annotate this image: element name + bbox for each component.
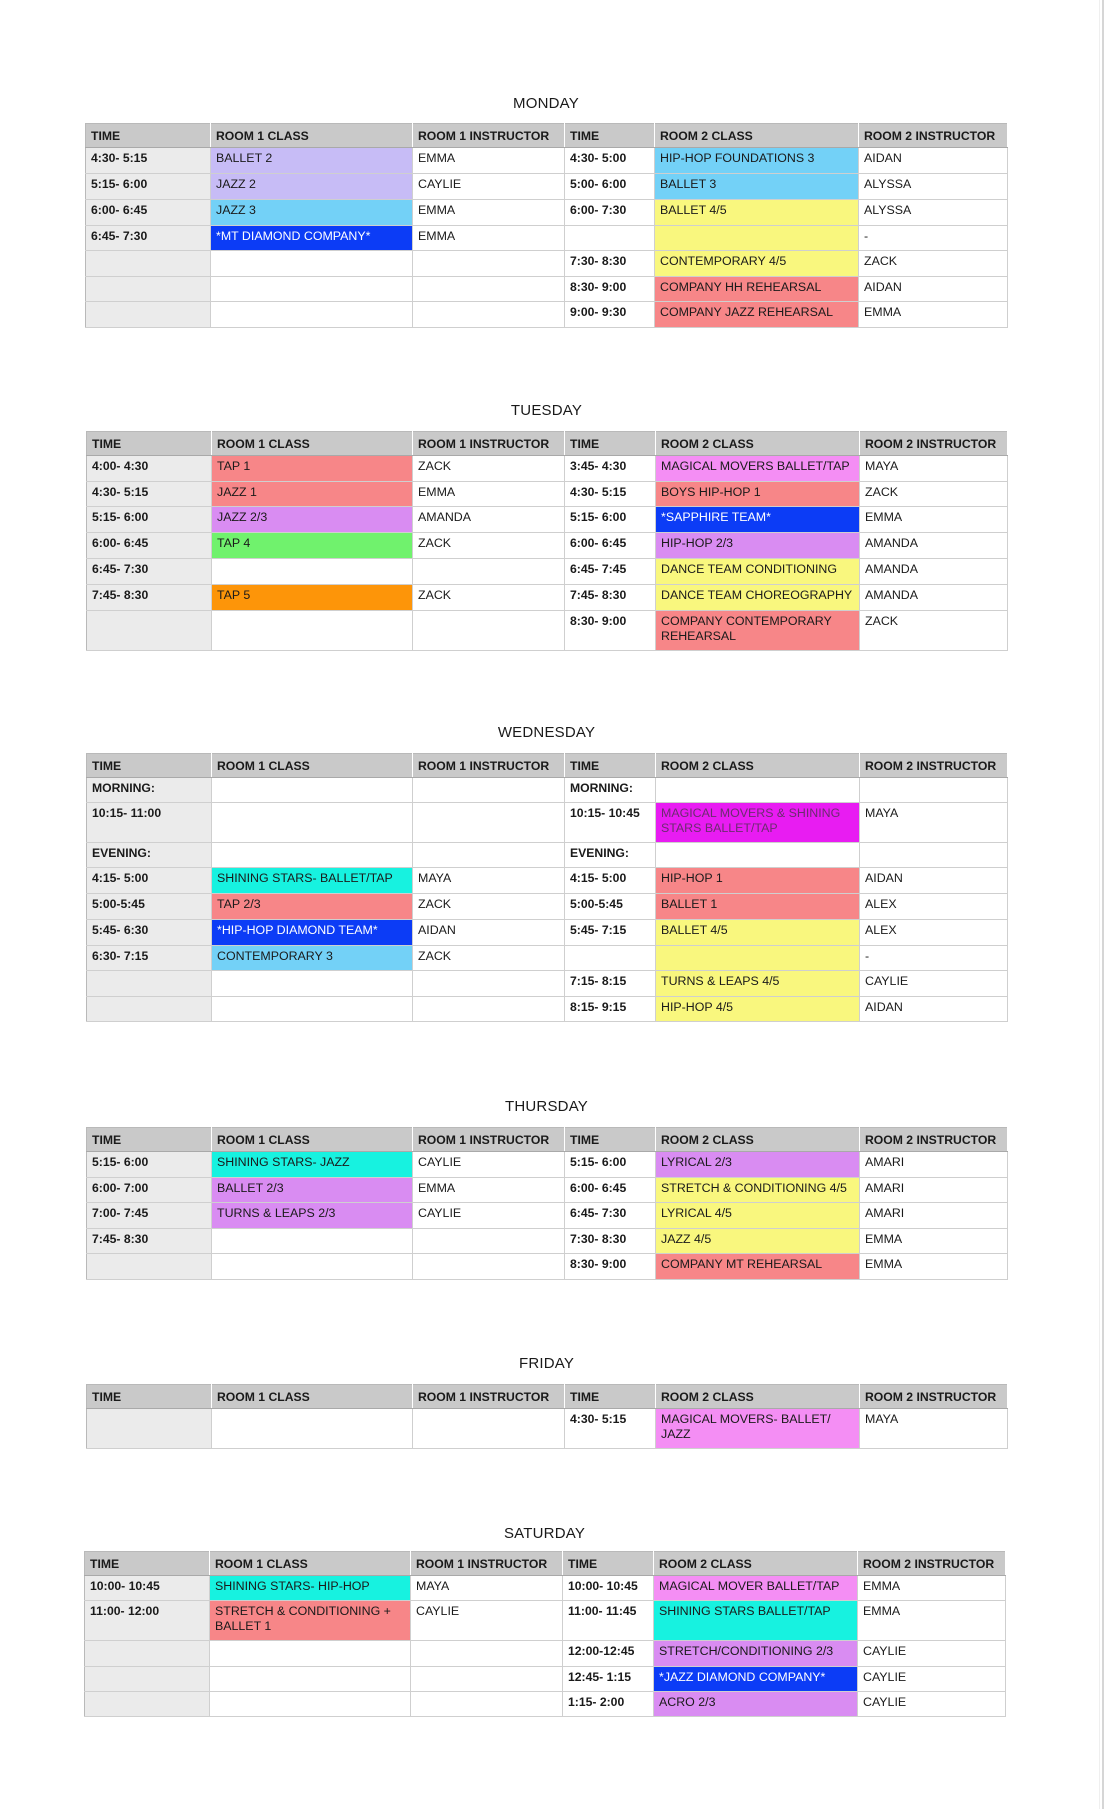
time-cell xyxy=(87,1254,212,1280)
room2-time-cell: 4:30- 5:15 xyxy=(565,482,656,507)
header-room1-class: ROOM 1 CLASS xyxy=(212,1385,413,1409)
room2-class-cell: LYRICAL 2/3 xyxy=(656,1152,860,1178)
room1-instructor-cell xyxy=(413,251,565,277)
room2-time-cell: 6:00- 6:45 xyxy=(565,533,656,559)
header-row xyxy=(87,1385,1008,1409)
room2-class-cell: HIP-HOP FOUNDATIONS 3 xyxy=(655,148,859,174)
room2-instructor-cell: AMANDA xyxy=(860,559,1008,585)
room2-instructor-cell: ALEX xyxy=(860,920,1008,946)
time-cell: 5:15- 6:00 xyxy=(87,507,212,533)
room2-time-cell: 5:00-5:45 xyxy=(565,894,656,920)
table-row xyxy=(87,946,1008,971)
header-time: TIME xyxy=(87,1385,212,1409)
room1-class-cell xyxy=(210,1667,411,1692)
time-cell: 5:45- 6:30 xyxy=(87,920,212,946)
table-row xyxy=(86,148,1008,174)
table-row xyxy=(87,1254,1008,1280)
time-cell: 5:15- 6:00 xyxy=(87,1152,212,1178)
room1-instructor-cell xyxy=(413,1409,565,1449)
saturday-table xyxy=(84,1551,1006,1717)
room2-instructor-cell: - xyxy=(859,226,1008,251)
room2-instructor-cell: AMARI xyxy=(860,1152,1008,1178)
room1-instructor-cell xyxy=(413,277,565,302)
room1-class-cell xyxy=(212,559,413,585)
room1-class-cell: CONTEMPORARY 3 xyxy=(212,946,413,971)
room1-class-cell: STRETCH & CONDITIONING + BALLET 1 xyxy=(210,1601,411,1641)
time-cell xyxy=(87,971,212,997)
room1-class-cell xyxy=(210,1641,411,1667)
room1-instructor-cell: ZACK xyxy=(413,456,565,482)
room2-instructor-cell: AIDAN xyxy=(860,997,1008,1022)
room1-instructor-cell: CAYLIE xyxy=(411,1601,563,1641)
monday-title: MONDAY xyxy=(513,95,579,112)
room2-time-cell: 10:00- 10:45 xyxy=(563,1576,654,1601)
room2-class-cell: COMPANY JAZZ REHEARSAL xyxy=(655,302,859,328)
table-row xyxy=(86,277,1008,302)
table-row xyxy=(87,997,1008,1022)
room2-time-cell: 6:00- 7:30 xyxy=(565,200,655,226)
room2-class-cell xyxy=(656,946,860,971)
thursday-table xyxy=(86,1127,1008,1280)
room2-class-cell: BALLET 3 xyxy=(655,174,859,200)
room2-time-cell: 7:15- 8:15 xyxy=(565,971,656,997)
table-row xyxy=(87,803,1008,843)
table-row xyxy=(85,1641,1006,1667)
room2-time-cell: 6:00- 6:45 xyxy=(565,1178,656,1203)
time-cell: 7:45- 8:30 xyxy=(87,1229,212,1254)
header-room2-instructor: ROOM 2 INSTRUCTOR xyxy=(858,1552,1006,1576)
room2-time-cell: 4:15- 5:00 xyxy=(565,868,656,894)
table-row xyxy=(87,1152,1008,1178)
table-row xyxy=(87,507,1008,533)
header-time-room2: TIME xyxy=(563,1552,654,1576)
time-cell: EVENING: xyxy=(87,843,212,868)
room2-time-cell: 5:15- 6:00 xyxy=(565,507,656,533)
room2-time-cell xyxy=(565,946,656,971)
room1-instructor-cell: ZACK xyxy=(413,894,565,920)
saturday-title: SATURDAY xyxy=(503,1525,586,1542)
room1-class-cell xyxy=(212,1409,413,1449)
room2-instructor-cell: EMMA xyxy=(858,1576,1006,1601)
room1-class-cell: SHINING STARS- JAZZ xyxy=(212,1152,413,1178)
room2-instructor-cell: AMARI xyxy=(860,1203,1008,1229)
room2-time-cell: 4:30- 5:00 xyxy=(565,148,655,174)
time-cell: 6:45- 7:30 xyxy=(87,559,212,585)
header-time-room2: TIME xyxy=(565,124,655,148)
room1-instructor-cell: ZACK xyxy=(413,585,565,611)
room1-class-cell xyxy=(212,997,413,1022)
room1-instructor-cell xyxy=(413,803,565,843)
time-cell: 6:30- 7:15 xyxy=(87,946,212,971)
room1-class-cell: JAZZ 2 xyxy=(211,174,413,200)
room2-instructor-cell: EMMA xyxy=(860,1229,1008,1254)
room2-class-cell: STRETCH/CONDITIONING 2/3 xyxy=(654,1641,858,1667)
room2-time-cell: 7:30- 8:30 xyxy=(565,1229,656,1254)
room2-class-cell: CONTEMPORARY 4/5 xyxy=(655,251,859,277)
room2-instructor-cell: ALEX xyxy=(860,894,1008,920)
room1-class-cell xyxy=(212,611,413,651)
time-cell: 4:15- 5:00 xyxy=(87,868,212,894)
header-room2-instructor: ROOM 2 INSTRUCTOR xyxy=(860,754,1008,778)
room2-instructor-cell: ZACK xyxy=(860,482,1008,507)
table-row xyxy=(87,778,1008,803)
header-time-room2: TIME xyxy=(565,432,656,456)
room1-class-cell: TURNS & LEAPS 2/3 xyxy=(212,1203,413,1229)
room2-time-cell: 7:45- 8:30 xyxy=(565,585,656,611)
room1-instructor-cell xyxy=(411,1667,563,1692)
room2-class-cell: BALLET 1 xyxy=(656,894,860,920)
room1-class-cell: BALLET 2/3 xyxy=(212,1178,413,1203)
room1-class-cell: TAP 4 xyxy=(212,533,413,559)
room1-class-cell xyxy=(212,843,413,868)
room2-instructor-cell: MAYA xyxy=(860,803,1008,843)
table-row xyxy=(87,894,1008,920)
room2-class-cell xyxy=(655,226,859,251)
room2-instructor-cell: MAYA xyxy=(860,1409,1008,1449)
wednesday-title: WEDNESDAY xyxy=(497,724,596,741)
header-time-room2: TIME xyxy=(565,754,656,778)
table-row xyxy=(86,302,1008,328)
time-cell: MORNING: xyxy=(87,778,212,803)
room2-time-cell: 9:00- 9:30 xyxy=(565,302,655,328)
header-room1-instructor: ROOM 1 INSTRUCTOR xyxy=(413,1128,565,1152)
room2-instructor-cell: CAYLIE xyxy=(858,1667,1006,1692)
table-row xyxy=(85,1692,1006,1717)
header-time: TIME xyxy=(87,754,212,778)
room2-instructor-cell: ALYSSA xyxy=(859,200,1008,226)
time-cell: 10:00- 10:45 xyxy=(85,1576,210,1601)
room2-instructor-cell: EMMA xyxy=(859,302,1008,328)
room1-class-cell: SHINING STARS- HIP-HOP xyxy=(210,1576,411,1601)
room1-instructor-cell xyxy=(413,997,565,1022)
room1-instructor-cell: MAYA xyxy=(413,868,565,894)
room2-instructor-cell: ZACK xyxy=(859,251,1008,277)
header-time-room2: TIME xyxy=(565,1385,656,1409)
room1-instructor-cell xyxy=(413,559,565,585)
room2-class-cell: *JAZZ DIAMOND COMPANY* xyxy=(654,1667,858,1692)
room1-instructor-cell xyxy=(413,843,565,868)
room2-time-cell: 7:30- 8:30 xyxy=(565,251,655,277)
header-time-room2: TIME xyxy=(565,1128,656,1152)
table-row xyxy=(87,585,1008,611)
room1-instructor-cell xyxy=(411,1692,563,1717)
room2-instructor-cell: CAYLIE xyxy=(860,971,1008,997)
header-row xyxy=(87,754,1008,778)
room2-time-cell: 12:00-12:45 xyxy=(563,1641,654,1667)
time-cell xyxy=(85,1692,210,1717)
room1-class-cell: JAZZ 3 xyxy=(211,200,413,226)
room1-class-cell: JAZZ 2/3 xyxy=(212,507,413,533)
room1-class-cell: TAP 5 xyxy=(212,585,413,611)
header-room2-instructor: ROOM 2 INSTRUCTOR xyxy=(860,1128,1008,1152)
room2-class-cell: JAZZ 4/5 xyxy=(656,1229,860,1254)
room1-class-cell xyxy=(212,803,413,843)
room2-instructor-cell: MAYA xyxy=(860,456,1008,482)
room1-instructor-cell: CAYLIE xyxy=(413,174,565,200)
time-cell: 6:45- 7:30 xyxy=(86,226,211,251)
room1-class-cell: TAP 1 xyxy=(212,456,413,482)
room1-instructor-cell xyxy=(411,1641,563,1667)
page-edge-shadow xyxy=(1099,0,1100,1809)
room1-instructor-cell: AMANDA xyxy=(413,507,565,533)
table-row xyxy=(87,559,1008,585)
header-time: TIME xyxy=(87,432,212,456)
table-row xyxy=(86,251,1008,277)
monday-table xyxy=(85,123,1008,328)
room2-time-cell: 8:30- 9:00 xyxy=(565,1254,656,1280)
table-row xyxy=(86,226,1008,251)
room2-class-cell: HIP-HOP 1 xyxy=(656,868,860,894)
table-row xyxy=(87,1229,1008,1254)
room2-instructor-cell xyxy=(860,778,1008,803)
room2-class-cell: MAGICAL MOVERS- BALLET/ JAZZ xyxy=(656,1409,860,1449)
room2-instructor-cell: AIDAN xyxy=(859,148,1008,174)
time-cell: 4:30- 5:15 xyxy=(87,482,212,507)
room2-time-cell: 6:45- 7:30 xyxy=(565,1203,656,1229)
time-cell: 4:30- 5:15 xyxy=(86,148,211,174)
time-cell xyxy=(85,1667,210,1692)
room1-instructor-cell: ZACK xyxy=(413,946,565,971)
time-cell xyxy=(87,611,212,651)
header-room2-class: ROOM 2 CLASS xyxy=(656,432,860,456)
room2-time-cell: 5:00- 6:00 xyxy=(565,174,655,200)
header-room2-class: ROOM 2 CLASS xyxy=(656,1128,860,1152)
room2-class-cell: BALLET 4/5 xyxy=(655,200,859,226)
room2-instructor-cell: AMARI xyxy=(860,1178,1008,1203)
table-row xyxy=(87,482,1008,507)
room2-class-cell: TURNS & LEAPS 4/5 xyxy=(656,971,860,997)
room2-class-cell: MAGICAL MOVER BALLET/TAP xyxy=(654,1576,858,1601)
room1-instructor-cell xyxy=(413,302,565,328)
room2-instructor-cell: CAYLIE xyxy=(858,1692,1006,1717)
time-cell: 5:00-5:45 xyxy=(87,894,212,920)
header-room1-class: ROOM 1 CLASS xyxy=(211,124,413,148)
room2-time-cell: 11:00- 11:45 xyxy=(563,1601,654,1641)
room1-instructor-cell xyxy=(413,971,565,997)
room2-time-cell: 1:15- 2:00 xyxy=(563,1692,654,1717)
header-room2-class: ROOM 2 CLASS xyxy=(654,1552,858,1576)
room2-time-cell: 4:30- 5:15 xyxy=(565,1409,656,1449)
room2-time-cell: 8:30- 9:00 xyxy=(565,277,655,302)
tuesday-title: TUESDAY xyxy=(510,402,583,419)
room2-time-cell xyxy=(565,226,655,251)
room2-class-cell: DANCE TEAM CONDITIONING xyxy=(656,559,860,585)
table-row xyxy=(86,200,1008,226)
header-room1-instructor: ROOM 1 INSTRUCTOR xyxy=(413,432,565,456)
table-row xyxy=(85,1576,1006,1601)
room1-instructor-cell: CAYLIE xyxy=(413,1203,565,1229)
time-cell xyxy=(86,251,211,277)
room1-instructor-cell xyxy=(413,778,565,803)
header-room2-instructor: ROOM 2 INSTRUCTOR xyxy=(860,1385,1008,1409)
time-cell: 6:00- 7:00 xyxy=(87,1178,212,1203)
room1-instructor-cell: EMMA xyxy=(413,148,565,174)
table-row xyxy=(87,1409,1008,1449)
header-row xyxy=(87,1128,1008,1152)
header-room2-instructor: ROOM 2 INSTRUCTOR xyxy=(859,124,1008,148)
table-row xyxy=(87,456,1008,482)
time-cell xyxy=(86,277,211,302)
room2-class-cell: COMPANY CONTEMPORARY REHEARSAL xyxy=(656,611,860,651)
friday-title: FRIDAY xyxy=(518,1355,575,1372)
room1-instructor-cell: CAYLIE xyxy=(413,1152,565,1178)
room1-class-cell: BALLET 2 xyxy=(211,148,413,174)
table-row xyxy=(87,868,1008,894)
room2-time-cell: MORNING: xyxy=(565,778,656,803)
room1-instructor-cell: EMMA xyxy=(413,226,565,251)
room1-instructor-cell: ZACK xyxy=(413,533,565,559)
room2-instructor-cell: AMANDA xyxy=(860,533,1008,559)
room1-class-cell xyxy=(211,251,413,277)
thursday-title: THURSDAY xyxy=(505,1098,588,1115)
room1-class-cell xyxy=(211,277,413,302)
room2-time-cell: 5:15- 6:00 xyxy=(565,1152,656,1178)
room1-instructor-cell xyxy=(413,611,565,651)
table-row xyxy=(85,1667,1006,1692)
header-room1-class: ROOM 1 CLASS xyxy=(212,754,413,778)
time-cell xyxy=(87,997,212,1022)
header-room1-class: ROOM 1 CLASS xyxy=(212,432,413,456)
room2-class-cell: HIP-HOP 2/3 xyxy=(656,533,860,559)
table-row xyxy=(87,920,1008,946)
room1-class-cell: *HIP-HOP DIAMOND TEAM* xyxy=(212,920,413,946)
room2-class-cell: BALLET 4/5 xyxy=(656,920,860,946)
table-row xyxy=(87,533,1008,559)
room2-class-cell: *SAPPHIRE TEAM* xyxy=(656,507,860,533)
room1-class-cell: *MT DIAMOND COMPANY* xyxy=(211,226,413,251)
room1-instructor-cell xyxy=(413,1229,565,1254)
room1-instructor-cell: EMMA xyxy=(413,482,565,507)
header-room1-instructor: ROOM 1 INSTRUCTOR xyxy=(413,1385,565,1409)
header-room2-instructor: ROOM 2 INSTRUCTOR xyxy=(860,432,1008,456)
wednesday-table xyxy=(86,753,1008,1022)
room2-instructor-cell: CAYLIE xyxy=(858,1641,1006,1667)
room2-class-cell: COMPANY MT REHEARSAL xyxy=(656,1254,860,1280)
room1-class-cell: TAP 2/3 xyxy=(212,894,413,920)
time-cell: 5:15- 6:00 xyxy=(86,174,211,200)
room1-class-cell xyxy=(212,1254,413,1280)
room1-instructor-cell xyxy=(413,1254,565,1280)
room2-class-cell: SHINING STARS BALLET/TAP xyxy=(654,1601,858,1641)
room1-instructor-cell: AIDAN xyxy=(413,920,565,946)
room2-class-cell: DANCE TEAM CHOREOGRAPHY xyxy=(656,585,860,611)
time-cell: 11:00- 12:00 xyxy=(85,1601,210,1641)
room2-instructor-cell: EMMA xyxy=(858,1601,1006,1641)
header-room1-instructor: ROOM 1 INSTRUCTOR xyxy=(411,1552,563,1576)
room2-class-cell: MAGICAL MOVERS BALLET/TAP xyxy=(656,456,860,482)
room2-time-cell: 6:45- 7:45 xyxy=(565,559,656,585)
room1-instructor-cell: MAYA xyxy=(411,1576,563,1601)
room2-time-cell: 8:30- 9:00 xyxy=(565,611,656,651)
header-row xyxy=(86,124,1008,148)
room2-instructor-cell: EMMA xyxy=(860,1254,1008,1280)
header-room1-class: ROOM 1 CLASS xyxy=(210,1552,411,1576)
time-cell xyxy=(87,1409,212,1449)
room2-time-cell: 10:15- 10:45 xyxy=(565,803,656,843)
header-time: TIME xyxy=(85,1552,210,1576)
friday-table xyxy=(86,1384,1008,1449)
room2-class-cell: MAGICAL MOVERS & SHINING STARS BALLET/TAP xyxy=(656,803,860,843)
header-room1-instructor: ROOM 1 INSTRUCTOR xyxy=(413,754,565,778)
room2-time-cell: 5:45- 7:15 xyxy=(565,920,656,946)
room1-class-cell: SHINING STARS- BALLET/TAP xyxy=(212,868,413,894)
time-cell: 7:45- 8:30 xyxy=(87,585,212,611)
header-room2-class: ROOM 2 CLASS xyxy=(656,1385,860,1409)
time-cell: 4:00- 4:30 xyxy=(87,456,212,482)
header-row xyxy=(87,432,1008,456)
room2-time-cell: 12:45- 1:15 xyxy=(563,1667,654,1692)
time-cell: 6:00- 6:45 xyxy=(87,533,212,559)
room2-instructor-cell xyxy=(860,843,1008,868)
room2-class-cell xyxy=(656,778,860,803)
room1-class-cell: JAZZ 1 xyxy=(212,482,413,507)
header-time: TIME xyxy=(86,124,211,148)
room2-time-cell: EVENING: xyxy=(565,843,656,868)
time-cell: 7:00- 7:45 xyxy=(87,1203,212,1229)
time-cell: 10:15- 11:00 xyxy=(87,803,212,843)
time-cell xyxy=(86,302,211,328)
room2-class-cell: ACRO 2/3 xyxy=(654,1692,858,1717)
header-room2-class: ROOM 2 CLASS xyxy=(656,754,860,778)
room1-instructor-cell: EMMA xyxy=(413,1178,565,1203)
room2-time-cell: 8:15- 9:15 xyxy=(565,997,656,1022)
room1-class-cell xyxy=(212,1229,413,1254)
table-row xyxy=(87,843,1008,868)
room2-instructor-cell: ZACK xyxy=(860,611,1008,651)
room2-instructor-cell: AMANDA xyxy=(860,585,1008,611)
header-room1-class: ROOM 1 CLASS xyxy=(212,1128,413,1152)
header-row xyxy=(85,1552,1006,1576)
tuesday-table xyxy=(86,431,1008,651)
time-cell xyxy=(85,1641,210,1667)
header-room1-instructor: ROOM 1 INSTRUCTOR xyxy=(413,124,565,148)
room2-class-cell: BOYS HIP-HOP 1 xyxy=(656,482,860,507)
table-row xyxy=(85,1601,1006,1641)
room2-instructor-cell: AIDAN xyxy=(859,277,1008,302)
room1-class-cell xyxy=(212,971,413,997)
room2-instructor-cell: - xyxy=(860,946,1008,971)
room2-class-cell: STRETCH & CONDITIONING 4/5 xyxy=(656,1178,860,1203)
room1-class-cell xyxy=(212,778,413,803)
room2-instructor-cell: EMMA xyxy=(860,507,1008,533)
room2-class-cell: HIP-HOP 4/5 xyxy=(656,997,860,1022)
room2-instructor-cell: AIDAN xyxy=(860,868,1008,894)
time-cell: 6:00- 6:45 xyxy=(86,200,211,226)
header-room2-class: ROOM 2 CLASS xyxy=(655,124,859,148)
table-row xyxy=(87,1203,1008,1229)
table-row xyxy=(87,611,1008,651)
room2-instructor-cell: ALYSSA xyxy=(859,174,1008,200)
room2-class-cell: LYRICAL 4/5 xyxy=(656,1203,860,1229)
room1-class-cell xyxy=(210,1692,411,1717)
table-row xyxy=(87,971,1008,997)
room1-class-cell xyxy=(211,302,413,328)
table-row xyxy=(86,174,1008,200)
room2-class-cell xyxy=(656,843,860,868)
header-time: TIME xyxy=(87,1128,212,1152)
room2-time-cell: 3:45- 4:30 xyxy=(565,456,656,482)
room1-instructor-cell: EMMA xyxy=(413,200,565,226)
table-row xyxy=(87,1178,1008,1203)
room2-class-cell: COMPANY HH REHEARSAL xyxy=(655,277,859,302)
